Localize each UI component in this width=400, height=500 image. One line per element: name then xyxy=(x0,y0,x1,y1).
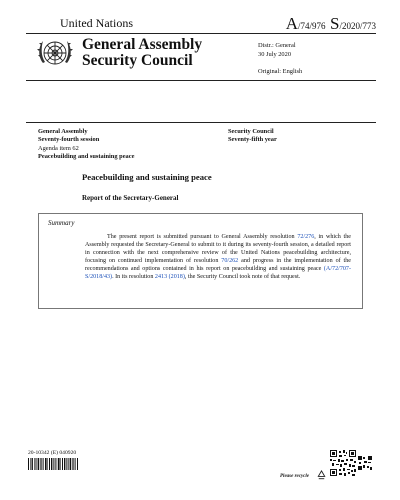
agenda-title: Peacebuilding and sustaining peace xyxy=(38,152,135,160)
qr-code-icon xyxy=(330,450,356,476)
summary-label: Summary xyxy=(48,219,75,227)
sc-year: Seventy-fifth year xyxy=(228,136,277,144)
ga-session: Seventy-fourth session xyxy=(38,136,100,144)
ga-label: General Assembly xyxy=(38,128,88,135)
summary-text-5: , the Security Council took note of that request. xyxy=(184,274,301,281)
header-rule xyxy=(26,33,376,34)
title-general-assembly: General Assembly xyxy=(82,36,203,53)
job-number: 20-10342 (E) 040920 xyxy=(28,450,77,456)
document-title: Peacebuilding and sustaining peace xyxy=(82,172,212,182)
symbol-s-letter: S xyxy=(330,14,340,33)
summary-text-3: and progress in the implementation of the recommendations and options contained in his report on peacebuilding and sustaining peace xyxy=(85,258,351,273)
sc-label: Security Council xyxy=(228,128,274,135)
masthead-title xyxy=(82,37,202,69)
summary-text-4: . In its resolution xyxy=(112,274,155,281)
summary-text-1: The present report is submitted pursuant to General Assembly resolution xyxy=(107,234,298,240)
sc-session-block xyxy=(228,128,277,145)
link-resolution-72-276[interactable]: 72/276 xyxy=(297,234,315,240)
distribution-block xyxy=(258,42,302,76)
ga-session-block xyxy=(38,128,134,161)
symbol-a-letter: A xyxy=(285,14,298,33)
recycle-icon xyxy=(316,470,327,481)
session-rule xyxy=(26,122,376,123)
barcode-icon xyxy=(28,458,78,470)
summary-paragraph xyxy=(85,233,351,281)
title-security-council: Security Council xyxy=(82,52,193,69)
symbol-a-number: /74/976 xyxy=(298,21,326,31)
org-name: United Nations xyxy=(60,16,133,30)
issue-date: 30 July 2020 xyxy=(258,50,292,58)
agenda-item: Agenda item 62 xyxy=(38,144,79,152)
link-resolution-70-262[interactable]: 70/262 xyxy=(221,258,239,265)
recycle-label: Please recycle xyxy=(280,474,310,479)
masthead-rule xyxy=(26,80,376,81)
qr-code-small-icon xyxy=(358,456,372,470)
distribution: Distr.: General xyxy=(258,42,296,49)
original-language: Original: English xyxy=(258,67,303,75)
symbol-s-number: /2020/773 xyxy=(339,21,376,31)
summary-text-2: , in which the Assembly requested the Secretary-General to submit to it during its seventy-fourth session, a detailed report in connection with the next comprehensive review of the United Nations peacebuilding architecture, focusing on continued implementation of resolution xyxy=(85,234,351,265)
link-report-a-72-707[interactable]: (A/72/707-S/2018/43) xyxy=(85,266,351,281)
document-symbol xyxy=(286,14,376,34)
link-resolution-2413[interactable]: 2413 (2018) xyxy=(154,274,185,281)
un-emblem-icon xyxy=(36,37,74,71)
document-subtitle: Report of the Secretary-General xyxy=(82,194,179,202)
